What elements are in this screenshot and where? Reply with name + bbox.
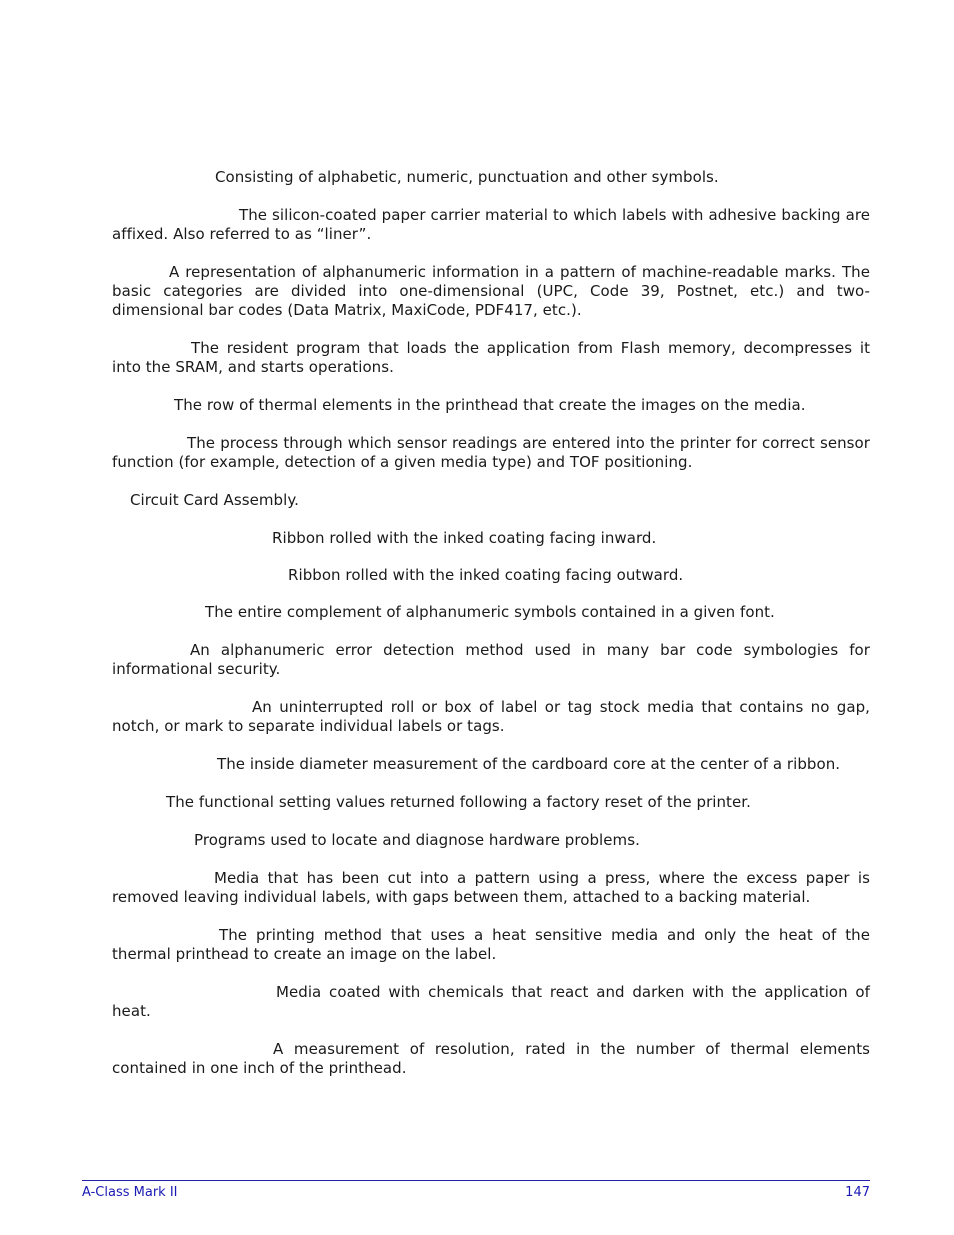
glossary-entry-calibration: The process through which sensor readings are entered into the printer for correct sensor function (for example, detection of a given media type) and TOF positioning. <box>112 434 870 471</box>
glossary-entry-defaults: The functional setting values returned following a factory reset of the printer. <box>166 793 751 811</box>
glossary-entries <box>112 168 870 1097</box>
glossary-entry-die-cut-media: Media that has been cut into a pattern using a press, where the excess paper is removed leaving individual labels, with gaps between them, attached to a backing material. <box>112 869 870 906</box>
glossary-entry-continuous-media: An uninterrupted roll or box of label or tag stock media that contains no gap, notch, or mark to separate individual labels or tags. <box>112 698 870 735</box>
glossary-entry-diagnostics: Programs used to locate and diagnose hardware problems. <box>194 831 640 849</box>
glossary-entry-backing-paper: The silicon-coated paper carrier material to which labels with adhesive backing are affixed. Also referred to as “liner”. <box>112 206 870 243</box>
glossary-entry-direct-thermal-media: Media coated with chemicals that react and darken with the application of heat. <box>112 983 870 1020</box>
glossary-entry-cca: Circuit Card Assembly. <box>130 491 299 509</box>
glossary-entry-dots-per-inch: A measurement of resolution, rated in the number of thermal elements contained in one inch of the printhead. <box>112 1040 870 1077</box>
glossary-entry-alphanumeric: Consisting of alphabetic, numeric, punctuation and other symbols. <box>215 168 719 186</box>
page-number: 147 <box>845 1185 870 1200</box>
glossary-entry-character-set: The entire complement of alphanumeric symbols contained in a given font. <box>205 603 775 621</box>
glossary-entry-burn-line: The row of thermal elements in the printhead that create the images on the media. <box>174 396 806 414</box>
glossary-entry-coated-side-out: Ribbon rolled with the inked coating facing outward. <box>288 566 684 584</box>
footer-title: A-Class Mark II <box>82 1185 178 1200</box>
glossary-entry-core-diameter: The inside diameter measurement of the cardboard core at the center of a ribbon. <box>217 755 841 773</box>
page-footer <box>82 1180 870 1201</box>
glossary-entry-check-digit: An alphanumeric error detection method used in many bar code symbologies for informational security. <box>112 641 870 678</box>
glossary-entry-bar-code: A representation of alphanumeric information in a pattern of machine-readable marks. The basic categories are divided into one-dimensional (UPC, Code 39, Postnet, etc.) and two-dimensional bar codes (Data Matrix, MaxiCode, PDF417, etc.). <box>112 263 870 319</box>
glossary-entry-boot-loader: The resident program that loads the application from Flash memory, decompresses it into the SRAM, and starts operations. <box>112 339 870 376</box>
glossary-entry-direct-thermal: The printing method that uses a heat sensitive media and only the heat of the thermal printhead to create an image on the label. <box>112 926 870 963</box>
glossary-entry-coated-side-in: Ribbon rolled with the inked coating facing inward. <box>272 529 657 547</box>
